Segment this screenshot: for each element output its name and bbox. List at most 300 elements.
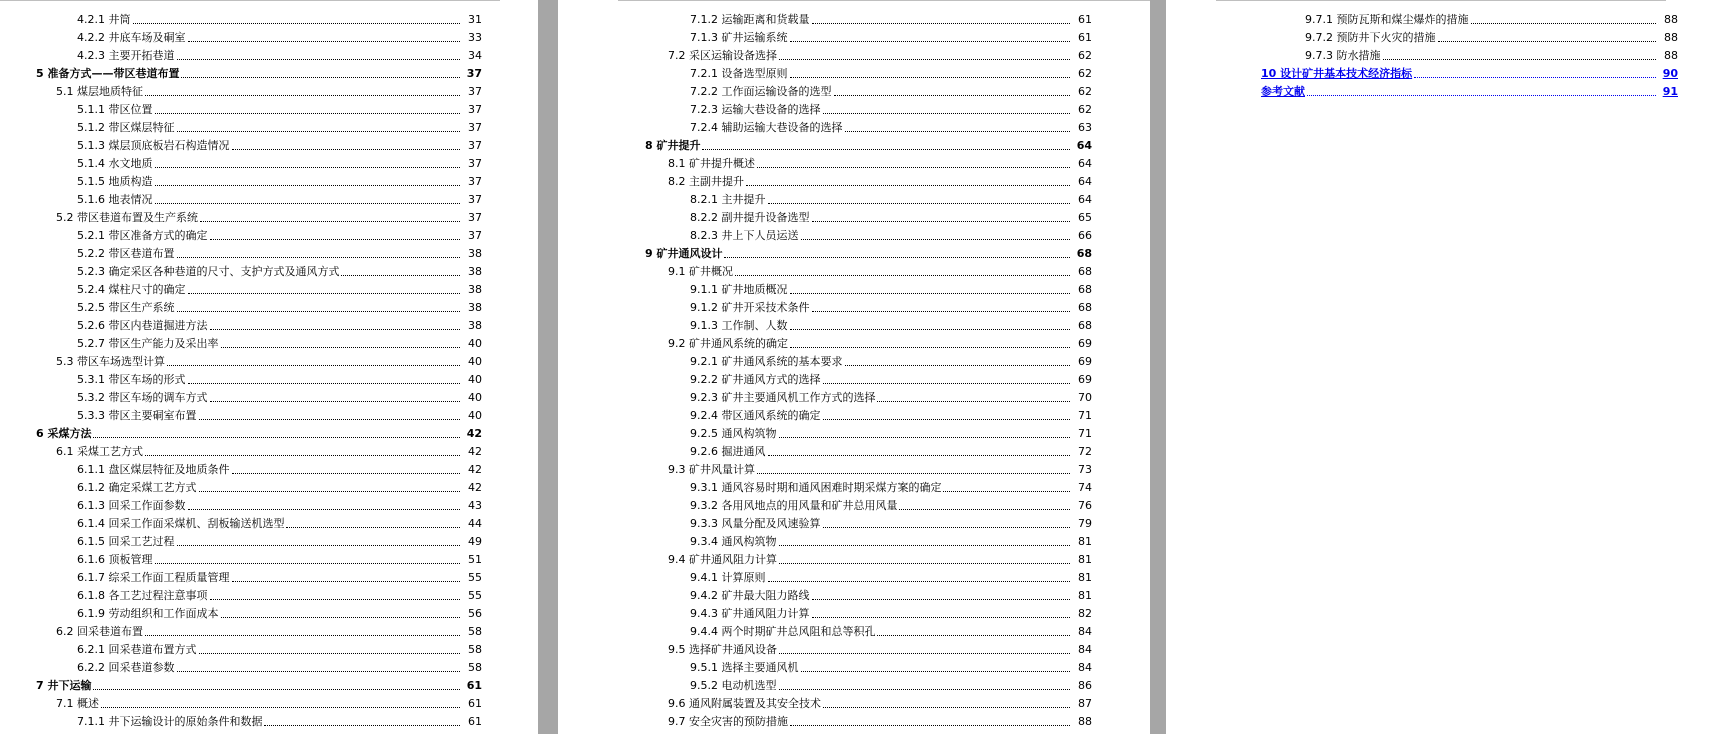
toc-leader-dots (221, 347, 461, 348)
toc-entry[interactable] (558, 81, 1092, 99)
page-gutter (538, 0, 558, 734)
toc-entry-title: 8.2 主副井提升 (668, 175, 744, 188)
toc-entry[interactable] (0, 675, 482, 693)
toc-page-number: 72 (1078, 445, 1092, 458)
toc-entry[interactable] (558, 657, 1092, 675)
document-page[interactable] (1166, 0, 1732, 734)
toc-leader-dots (779, 563, 1070, 564)
page-top-edge (618, 0, 1150, 1)
toc-entry[interactable] (1166, 63, 1678, 81)
toc-entry-title: 9.5.1 选择主要通风机 (690, 661, 799, 674)
toc-entry[interactable] (558, 153, 1092, 171)
toc-page-number: 64 (1078, 193, 1092, 206)
toc-leader-dots (702, 149, 1070, 150)
toc-entry-title: 9.5 选择矿井通风设备 (668, 643, 777, 656)
toc-page-number: 40 (468, 409, 482, 422)
toc-page-number: 68 (1078, 319, 1092, 332)
toc-page-number: 61 (468, 715, 482, 728)
toc-leader-dots (200, 221, 460, 222)
toc-page-number: 87 (1078, 697, 1092, 710)
toc-entry-title: 6.1 采煤工艺方式 (56, 445, 143, 458)
toc-entry-title: 4.2.2 井底车场及硐室 (77, 31, 186, 44)
toc-entry[interactable] (558, 567, 1092, 585)
toc-entry-title: 6.1.5 回采工艺过程 (77, 535, 175, 548)
toc-leader-dots (812, 221, 1071, 222)
toc-page-number: 55 (468, 571, 482, 584)
toc-entry[interactable] (558, 639, 1092, 657)
toc-entry[interactable] (558, 27, 1092, 45)
toc-entry[interactable] (0, 315, 482, 333)
toc-page-number: 88 (1664, 31, 1678, 44)
toc-entry[interactable] (0, 477, 482, 495)
toc-leader-dots (188, 41, 461, 42)
toc-entry-title: 5.1.6 地表情况 (77, 193, 153, 206)
toc-page-number: 37 (468, 121, 482, 134)
toc-page-number: 64 (1078, 157, 1092, 170)
toc-entry[interactable] (0, 243, 482, 261)
toc-entry[interactable] (558, 387, 1092, 405)
toc-leader-dots (210, 401, 461, 402)
toc-leader-dots (93, 689, 460, 690)
page-top-edge (1216, 0, 1666, 1)
toc-entry[interactable] (558, 531, 1092, 549)
toc-page-number: 66 (1078, 229, 1092, 242)
toc-entry-title: 7.2.1 设备选型原则 (690, 67, 788, 80)
toc-entry[interactable] (558, 297, 1092, 315)
toc-entry[interactable] (0, 27, 482, 45)
toc-leader-dots (93, 437, 460, 438)
toc-entry-title: 9 矿井通风设计 (645, 247, 723, 260)
toc-leader-dots (155, 185, 461, 186)
toc-entry-title: 9.3.1 通风容易时期和通风困难时期采煤方案的确定 (690, 481, 942, 494)
toc-entry-title: 5 准备方式——带区巷道布置 (36, 67, 180, 80)
toc-leader-dots (181, 77, 460, 78)
toc-page-number: 84 (1078, 643, 1092, 656)
toc-entry[interactable] (558, 351, 1092, 369)
toc-list (558, 9, 1092, 729)
toc-entry[interactable] (0, 657, 482, 675)
toc-entry[interactable] (558, 495, 1092, 513)
toc-page-number: 68 (1078, 283, 1092, 296)
toc-page-number: 42 (468, 481, 482, 494)
toc-entry-title: 6.2.1 回采巷道布置方式 (77, 643, 197, 656)
toc-entry[interactable] (558, 333, 1092, 351)
toc-leader-dots (790, 77, 1071, 78)
toc-page-number: 37 (468, 211, 482, 224)
toc-entry-title: 5.3.2 带区车场的调车方式 (77, 391, 208, 404)
toc-leader-dots (133, 23, 461, 24)
toc-page-number: 40 (468, 355, 482, 368)
toc-page-number: 37 (468, 175, 482, 188)
toc-entry[interactable] (0, 99, 482, 117)
toc-entry-title: 7.2.3 运输大巷设备的选择 (690, 103, 821, 116)
toc-leader-dots (167, 365, 460, 366)
toc-entry[interactable] (1166, 81, 1678, 99)
toc-leader-dots (155, 563, 461, 564)
toc-entry-title: 7.2.2 工作面运输设备的选型 (690, 85, 832, 98)
toc-page-number: 64 (1076, 139, 1092, 152)
toc-entry-title: 7.2.4 辅助运输大巷设备的选择 (690, 121, 843, 134)
toc-leader-dots (812, 599, 1071, 600)
toc-entry-title: 9.3.3 风量分配及风速验算 (690, 517, 821, 530)
toc-entry-title: 7.1.3 矿井运输系统 (690, 31, 788, 44)
toc-entry[interactable] (558, 549, 1092, 567)
toc-leader-dots (286, 527, 460, 528)
toc-entry[interactable] (0, 423, 482, 441)
toc-entry[interactable] (558, 99, 1092, 117)
toc-entry-title: 8.2.2 副井提升设备选型 (690, 211, 810, 224)
toc-entry-title: 5.2 带区巷道布置及生产系统 (56, 211, 198, 224)
toc-page-number: 69 (1078, 337, 1092, 350)
toc-page-number: 63 (1078, 121, 1092, 134)
toc-leader-dots (801, 671, 1071, 672)
toc-entry-title: 5.1.1 带区位置 (77, 103, 153, 116)
toc-page-number: 61 (1078, 31, 1092, 44)
toc-page-number: 61 (468, 697, 482, 710)
toc-entry-title: 9.2.5 通风构筑物 (690, 427, 777, 440)
toc-entry-title: 6.1.8 各工艺过程注意事项 (77, 589, 208, 602)
toc-entry[interactable] (0, 531, 482, 549)
toc-leader-dots (823, 383, 1071, 384)
toc-leader-dots (757, 167, 1070, 168)
toc-entry-title: 9.5.2 电动机选型 (690, 679, 777, 692)
toc-entry-title: 7 井下运输 (36, 679, 92, 692)
toc-entry-title: 6.1.1 盘区煤层特征及地质条件 (77, 463, 230, 476)
toc-leader-dots (768, 455, 1071, 456)
toc-entry-title: 5.2.7 带区生产能力及采出率 (77, 337, 219, 350)
toc-entry[interactable] (558, 459, 1092, 477)
toc-entry[interactable] (0, 441, 482, 459)
toc-page-number: 37 (468, 139, 482, 152)
toc-page-number: 88 (1664, 49, 1678, 62)
toc-leader-dots (188, 383, 461, 384)
document-page[interactable] (0, 0, 538, 734)
toc-entry-title: 9.7.2 预防井下火灾的措施 (1305, 31, 1436, 44)
toc-leader-dots (177, 131, 461, 132)
toc-entry[interactable] (0, 63, 482, 81)
toc-page-number: 76 (1078, 499, 1092, 512)
toc-entry-title: 4.2.1 井筒 (77, 13, 131, 26)
toc-entry[interactable] (558, 585, 1092, 603)
toc-leader-dots (232, 581, 461, 582)
toc-leader-dots (155, 203, 461, 204)
toc-page-number: 55 (468, 589, 482, 602)
toc-entry-title: 7.1.2 运输距离和货载量 (690, 13, 810, 26)
toc-page-number: 38 (468, 283, 482, 296)
toc-entry-title: 6.1.2 确定采煤工艺方式 (77, 481, 197, 494)
toc-entry[interactable] (0, 297, 482, 315)
toc-entry[interactable] (0, 333, 482, 351)
toc-leader-dots (199, 653, 461, 654)
toc-entry-title: 6.2.2 回采巷道参数 (77, 661, 175, 674)
toc-page-number: 58 (468, 643, 482, 656)
toc-entry[interactable] (0, 279, 482, 297)
toc-entry[interactable] (558, 621, 1092, 639)
toc-entry-title: 6.2 回采巷道布置 (56, 625, 143, 638)
toc-entry[interactable] (0, 459, 482, 477)
toc-entry[interactable] (0, 81, 482, 99)
toc-leader-dots (210, 239, 461, 240)
toc-page-number: 42 (468, 463, 482, 476)
toc-leader-dots (1307, 95, 1656, 96)
toc-entry[interactable] (0, 387, 482, 405)
toc-leader-dots (199, 419, 461, 420)
toc-leader-dots (757, 473, 1070, 474)
toc-entry-title: 9.1.1 矿井地质概况 (690, 283, 788, 296)
toc-leader-dots (264, 725, 460, 726)
toc-entry-title: 9.3.4 通风构筑物 (690, 535, 777, 548)
toc-page-number: 38 (468, 265, 482, 278)
toc-entry[interactable] (1166, 27, 1678, 45)
toc-leader-dots (812, 617, 1071, 618)
toc-entry[interactable] (0, 207, 482, 225)
toc-entry[interactable] (0, 495, 482, 513)
toc-leader-dots (779, 653, 1070, 654)
toc-entry-title: 6.1.9 劳动组织和工作面成本 (77, 607, 219, 620)
toc-leader-dots (341, 275, 460, 276)
toc-entry-title: 5.1.5 地质构造 (77, 175, 153, 188)
toc-entry[interactable] (0, 567, 482, 585)
toc-entry-title: 5.3.3 带区主要硐室布置 (77, 409, 197, 422)
toc-page-number: 62 (1078, 49, 1092, 62)
toc-list (0, 9, 482, 729)
toc-entry-title: 9.7 安全灾害的预防措施 (668, 715, 788, 728)
toc-leader-dots (232, 473, 461, 474)
toc-entry-title: 9.4.1 计算原则 (690, 571, 766, 584)
toc-entry[interactable] (558, 135, 1092, 153)
toc-entry-title: 9.3.2 各用风地点的用风量和矿井总用风量 (690, 499, 898, 512)
toc-page-number: 33 (468, 31, 482, 44)
toc-entry[interactable] (0, 153, 482, 171)
toc-entry-title: 9.4.3 矿井通风阻力计算 (690, 607, 810, 620)
toc-entry[interactable] (0, 189, 482, 207)
toc-entry[interactable] (0, 9, 482, 27)
toc-entry-title: 5.2.5 带区生产系统 (77, 301, 175, 314)
toc-entry[interactable] (558, 423, 1092, 441)
toc-entry-title: 9.2.1 矿井通风系统的基本要求 (690, 355, 843, 368)
toc-page-number: 69 (1078, 355, 1092, 368)
toc-leader-dots (768, 203, 1071, 204)
toc-page-number: 74 (1078, 481, 1092, 494)
toc-leader-dots (779, 59, 1070, 60)
toc-entry[interactable] (0, 585, 482, 603)
toc-page-number: 58 (468, 625, 482, 638)
toc-entry-title: 9.1 矿井概况 (668, 265, 733, 278)
toc-leader-dots (823, 419, 1071, 420)
toc-leader-dots (177, 311, 461, 312)
toc-entry-title: 5.1.4 水文地质 (77, 157, 153, 170)
toc-entry-title: 5.2.3 确定采区各种巷道的尺寸、支护方式及通风方式 (77, 265, 340, 278)
toc-leader-dots (199, 491, 461, 492)
toc-entry[interactable] (558, 477, 1092, 495)
toc-entry[interactable] (558, 405, 1092, 423)
toc-leader-dots (790, 293, 1071, 294)
toc-leader-dots (177, 59, 461, 60)
page-gutter (1150, 0, 1166, 734)
toc-leader-dots (1414, 77, 1656, 78)
toc-entry-title: 5.3.1 带区车场的形式 (77, 373, 186, 386)
toc-page-number: 88 (1664, 13, 1678, 26)
toc-leader-dots (145, 455, 460, 456)
toc-entry-title: 9.1.3 工作制、人数 (690, 319, 788, 332)
toc-entry[interactable] (0, 549, 482, 567)
toc-leader-dots (779, 437, 1071, 438)
toc-entry[interactable] (1166, 45, 1678, 63)
toc-entry[interactable] (558, 243, 1092, 261)
toc-entry[interactable] (558, 513, 1092, 531)
toc-entry[interactable] (558, 441, 1092, 459)
toc-entry-title: 10 设计矿井基本技术经济指标 (1261, 67, 1413, 80)
toc-leader-dots (177, 545, 461, 546)
toc-page-number: 81 (1078, 553, 1092, 566)
toc-page-number: 64 (1078, 175, 1092, 188)
toc-entry-title: 8.2.3 井上下人员运送 (690, 229, 799, 242)
toc-entry[interactable] (558, 279, 1092, 297)
toc-entry[interactable] (0, 261, 482, 279)
toc-entry[interactable] (0, 225, 482, 243)
toc-entry-title: 9.3 矿井风量计算 (668, 463, 755, 476)
toc-entry-title: 7.1 概述 (56, 697, 99, 710)
toc-leader-dots (145, 635, 460, 636)
toc-leader-dots (746, 185, 1070, 186)
toc-entry[interactable] (558, 9, 1092, 27)
toc-entry[interactable] (558, 675, 1092, 693)
toc-entry[interactable] (558, 261, 1092, 279)
toc-page-number: 31 (468, 13, 482, 26)
toc-page-number: 62 (1078, 103, 1092, 116)
toc-entry-title: 5.3 带区车场选型计算 (56, 355, 165, 368)
toc-leader-dots (210, 329, 461, 330)
toc-page-number: 38 (468, 301, 482, 314)
toc-entry-title: 6.1.4 回采工作面采煤机、刮板输送机选型 (77, 517, 285, 530)
toc-entry-title: 9.2.4 带区通风系统的确定 (690, 409, 821, 422)
toc-page-number: 82 (1078, 607, 1092, 620)
toc-entry[interactable] (558, 189, 1092, 207)
toc-entry[interactable] (558, 171, 1092, 189)
toc-entry-title: 4.2.3 主要开拓巷道 (77, 49, 175, 62)
page-top-edge (0, 0, 500, 1)
toc-page-number: 62 (1078, 85, 1092, 98)
toc-page-number: 84 (1078, 625, 1092, 638)
toc-page-number: 37 (468, 193, 482, 206)
toc-entry[interactable] (0, 117, 482, 135)
toc-page-number: 81 (1078, 535, 1092, 548)
toc-leader-dots (188, 293, 461, 294)
toc-entry[interactable] (558, 117, 1092, 135)
toc-entry[interactable] (558, 603, 1092, 621)
toc-page-number: 42 (466, 427, 482, 440)
toc-leader-dots (790, 347, 1070, 348)
toc-entry-title: 6.1.3 回采工作面参数 (77, 499, 186, 512)
toc-page-number: 37 (468, 157, 482, 170)
toc-entry-title: 5.2.6 带区内巷道掘进方法 (77, 319, 208, 332)
toc-entry[interactable] (0, 171, 482, 189)
toc-leader-dots (177, 671, 461, 672)
toc-entry[interactable] (0, 621, 482, 639)
toc-leader-dots (779, 545, 1071, 546)
toc-entry[interactable] (0, 639, 482, 657)
toc-leader-dots (823, 113, 1071, 114)
toc-leader-dots (779, 689, 1071, 690)
toc-entry[interactable] (0, 45, 482, 63)
toc-entry-title: 5.2.4 煤柱尺寸的确定 (77, 283, 186, 296)
toc-page-number: 79 (1078, 517, 1092, 530)
toc-entry[interactable] (0, 369, 482, 387)
toc-leader-dots (210, 599, 461, 600)
toc-entry-title: 8.2.1 主井提升 (690, 193, 766, 206)
toc-leader-dots (834, 95, 1071, 96)
toc-entry[interactable] (0, 711, 482, 729)
toc-entry-title: 5.2.1 带区准备方式的确定 (77, 229, 208, 242)
toc-list (1166, 9, 1678, 99)
toc-entry-title: 8 矿井提升 (645, 139, 701, 152)
toc-entry-title: 7.2 采区运输设备选择 (668, 49, 777, 62)
toc-entry[interactable] (558, 45, 1092, 63)
toc-entry[interactable] (558, 207, 1092, 225)
toc-leader-dots (155, 113, 461, 114)
toc-page-number: 86 (1078, 679, 1092, 692)
toc-entry-title: 5.1 煤层地质特征 (56, 85, 143, 98)
toc-page-number: 73 (1078, 463, 1092, 476)
toc-entry[interactable] (0, 351, 482, 369)
toc-entry-title: 9.4 矿井通风阻力计算 (668, 553, 777, 566)
toc-leader-dots (877, 401, 1070, 402)
toc-leader-dots (188, 509, 461, 510)
toc-entry[interactable] (0, 603, 482, 621)
toc-entry[interactable] (558, 225, 1092, 243)
toc-page-number: 37 (468, 229, 482, 242)
toc-entry[interactable] (0, 405, 482, 423)
toc-entry[interactable] (0, 135, 482, 153)
document-page[interactable] (558, 0, 1150, 734)
toc-page-number: 71 (1078, 427, 1092, 440)
toc-entry-title: 5.1.3 煤层顶底板岩石构造情况 (77, 139, 230, 152)
toc-page-number: 43 (468, 499, 482, 512)
toc-entry[interactable] (0, 513, 482, 531)
toc-page-number: 84 (1078, 661, 1092, 674)
toc-leader-dots (812, 23, 1071, 24)
toc-entry[interactable] (1166, 9, 1678, 27)
toc-page-number: 71 (1078, 409, 1092, 422)
toc-leader-dots (232, 149, 461, 150)
toc-entry-title: 6 采煤方法 (36, 427, 92, 440)
toc-page-number: 90 (1662, 67, 1678, 80)
toc-page-number: 37 (468, 103, 482, 116)
toc-entry[interactable] (558, 63, 1092, 81)
toc-page-number: 61 (1078, 13, 1092, 26)
toc-page-number: 40 (468, 337, 482, 350)
toc-page-number: 70 (1078, 391, 1092, 404)
toc-leader-dots (823, 527, 1071, 528)
toc-page-number: 37 (468, 85, 482, 98)
toc-entry-title: 9.1.2 矿井开采技术条件 (690, 301, 810, 314)
toc-entry[interactable] (558, 693, 1092, 711)
toc-leader-dots (724, 257, 1070, 258)
toc-entry[interactable] (558, 711, 1092, 729)
toc-leader-dots (790, 329, 1071, 330)
toc-entry[interactable] (558, 369, 1092, 387)
toc-page-number: 34 (468, 49, 482, 62)
toc-page-number: 91 (1662, 85, 1678, 98)
toc-entry-title: 参考文献 (1261, 85, 1305, 98)
toc-leader-dots (101, 707, 460, 708)
toc-entry[interactable] (0, 693, 482, 711)
toc-leader-dots (145, 95, 460, 96)
toc-leader-dots (177, 257, 461, 258)
toc-entry[interactable] (558, 315, 1092, 333)
toc-leader-dots (812, 311, 1071, 312)
toc-page-number: 81 (1078, 571, 1092, 584)
